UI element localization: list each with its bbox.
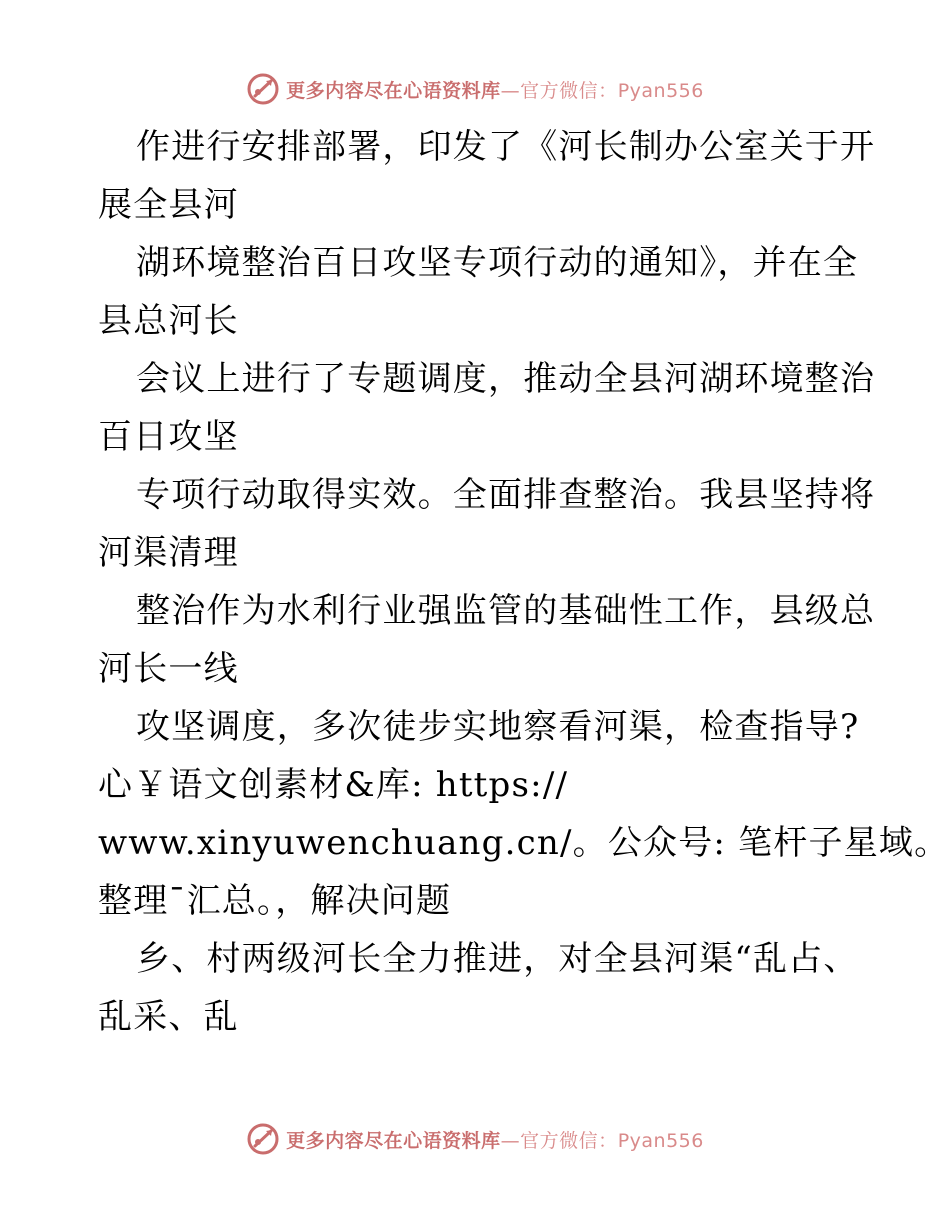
text-line: 乡、村两级河长全力推进，对全县河渠“乱占、 bbox=[136, 939, 859, 979]
text-line: 攻坚调度，多次徒步实地察看河渠，检查指导? bbox=[136, 707, 860, 747]
watermark-site-text: 更多内容尽在心语资料库 bbox=[286, 79, 501, 102]
watermark-site-text: 更多内容尽在心语资料库 bbox=[286, 1129, 501, 1152]
text-line: 百日攻坚 bbox=[98, 417, 239, 457]
brand-logo-icon bbox=[246, 72, 280, 106]
text-line: 会议上进行了专题调度，推动全县河湖环境整治 bbox=[136, 359, 876, 399]
text-line: 乱采、乱 bbox=[98, 997, 239, 1037]
brand-logo-icon bbox=[246, 1122, 280, 1156]
header-watermark bbox=[0, 72, 950, 106]
watermark-text bbox=[286, 1126, 704, 1153]
text-line: www.xinyuwenchuang.cn/。公众号: 笔杆子星域。 bbox=[98, 823, 950, 863]
watermark-separator: — bbox=[500, 79, 521, 102]
watermark-separator: — bbox=[500, 1129, 521, 1152]
watermark-wechat-id: Pyan556 bbox=[617, 79, 704, 102]
watermark-wechat-label: 官方微信： bbox=[520, 1129, 618, 1152]
watermark-text bbox=[286, 76, 704, 103]
watermark-wechat-id: Pyan556 bbox=[617, 1129, 704, 1152]
text-line: 河长一线 bbox=[98, 649, 239, 689]
text-line: 展全县河 bbox=[98, 185, 239, 225]
text-line: 整理¯汇总。，解决问题 bbox=[98, 881, 452, 921]
document-body bbox=[98, 118, 950, 1046]
footer-watermark bbox=[0, 1122, 950, 1156]
text-line: 县总河长 bbox=[98, 301, 239, 341]
text-line: 心￥语文创素材&库: https:// bbox=[98, 765, 569, 805]
watermark-wechat-label: 官方微信： bbox=[520, 79, 618, 102]
text-line: 整治作为水利行业强监管的基础性工作，县级总 bbox=[136, 591, 876, 631]
text-line: 作进行安排部署，印发了《河长制办公室关于开 bbox=[136, 127, 876, 167]
text-line: 河渠清理 bbox=[98, 533, 239, 573]
text-line: 专项行动取得实效。全面排查整治。我县坚持将 bbox=[136, 475, 876, 515]
text-line: 湖环境整治百日攻坚专项行动的通知》，并在全 bbox=[136, 243, 859, 283]
